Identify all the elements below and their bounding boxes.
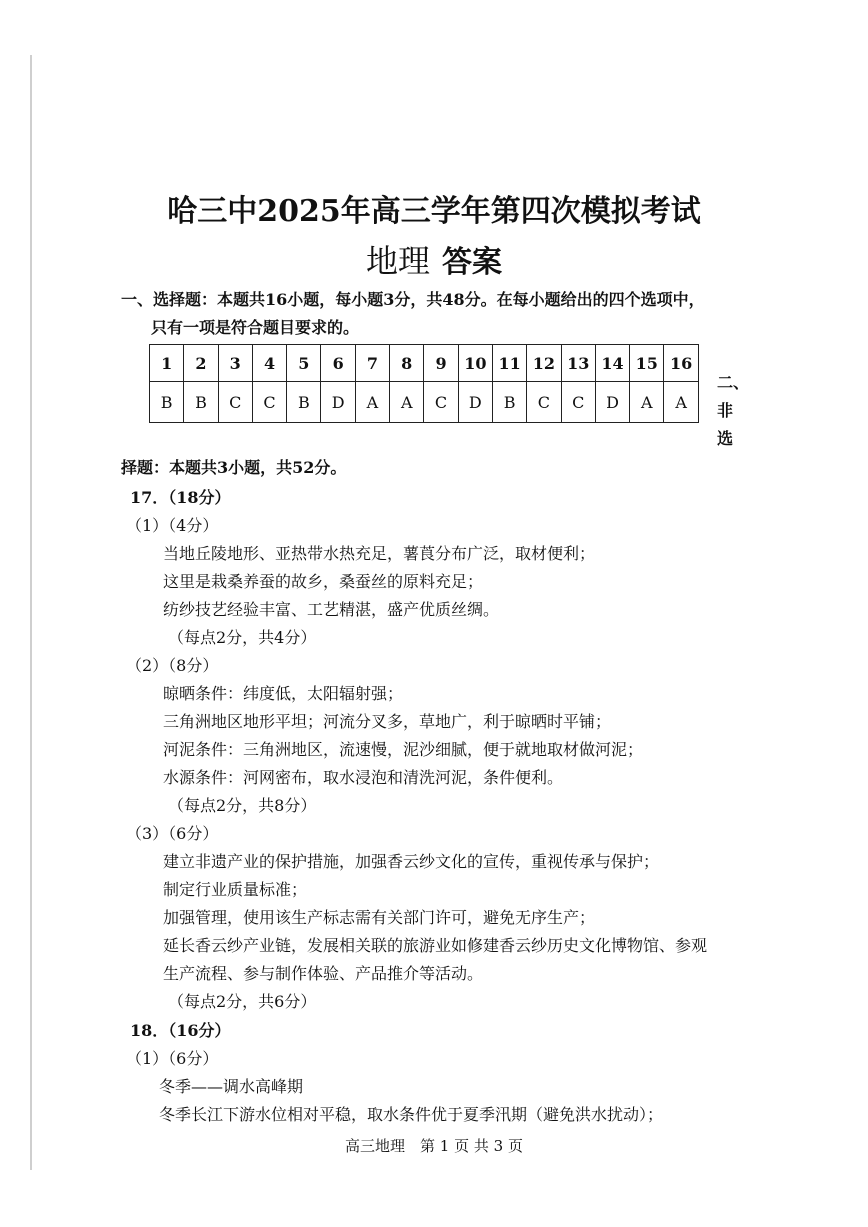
answer-cell: B <box>492 382 526 423</box>
question-number: 4 <box>252 345 286 382</box>
q17-part3-score: （每点2分，共6分） <box>168 992 317 1011</box>
answer-cell: C <box>218 382 252 423</box>
section2-side-3: 选 <box>717 429 734 448</box>
answer-cell: B <box>150 382 184 423</box>
q18-part1-label: （1）（6分） <box>126 1049 219 1068</box>
page-footer: 高三地理 第 1 页 共 3 页 <box>345 1137 523 1155</box>
section1-line2: 只有一项是符合题目要求的。 <box>151 318 360 337</box>
q17-part2-line: 河泥条件：三角洲地区，流速慢，泥沙细腻，便于就地取材做河泥； <box>163 740 644 759</box>
answer-cell: A <box>630 382 664 423</box>
q17-part3-line: 建立非遗产业的保护措施，加强香云纱文化的宣传，重视传承与保护； <box>163 852 660 871</box>
question-number: 2 <box>184 345 218 382</box>
q18-heading: 18．（16分） <box>130 1021 231 1040</box>
q17-part3-line: 生产流程、参与制作体验、产品推介等活动。 <box>163 964 484 983</box>
q17-part1-line: 当地丘陵地形、亚热带水热充足，薯莨分布广泛，取材便利； <box>163 544 596 563</box>
q17-part2-line: 晾晒条件：纬度低，太阳辐射强； <box>163 684 404 703</box>
answer-table-number-row <box>150 345 699 382</box>
question-number: 12 <box>527 345 561 382</box>
subject-name: 地理 <box>365 242 430 280</box>
answer-label: 答案 <box>442 245 502 280</box>
answer-cell: D <box>321 382 355 423</box>
answer-cell: A <box>355 382 389 423</box>
q17-part1-label: （1）（4分） <box>126 516 219 535</box>
question-number: 6 <box>321 345 355 382</box>
exam-title: 哈三中2025年高三学年第四次模拟考试 <box>167 194 701 229</box>
question-number: 3 <box>218 345 252 382</box>
answer-cell: C <box>252 382 286 423</box>
question-number: 10 <box>458 345 492 382</box>
section2-heading: 择题：本题共3小题，共52分。 <box>121 458 347 477</box>
q17-heading: 17．（18分） <box>130 488 231 507</box>
question-number: 9 <box>424 345 458 382</box>
q17-part3-line: 制定行业质量标准； <box>163 880 308 899</box>
section2-side-2: 非 <box>717 401 734 420</box>
subject-title <box>0 236 868 282</box>
q17-part3-label: （3）（6分） <box>126 824 219 843</box>
question-number: 8 <box>390 345 424 382</box>
question-number: 1 <box>150 345 184 382</box>
question-number: 5 <box>287 345 321 382</box>
question-number: 16 <box>664 345 698 382</box>
question-number: 7 <box>355 345 389 382</box>
answer-cell: D <box>458 382 492 423</box>
answer-table-answer-row <box>150 382 699 423</box>
answer-cell: C <box>424 382 458 423</box>
q17-part2-score: （每点2分，共8分） <box>168 796 317 815</box>
section1-line1: 一、选择题：本题共16小题，每小题3分，共48分。在每小题给出的四个选项中， <box>121 290 705 309</box>
section2-side-1: 二、 <box>717 373 750 392</box>
answer-cell: B <box>287 382 321 423</box>
answer-cell: A <box>664 382 698 423</box>
answer-cell: C <box>527 382 561 423</box>
q17-part3-line: 延长香云纱产业链，发展相关联的旅游业如修建香云纱历史文化博物馆、参观 <box>163 936 708 955</box>
answer-table <box>149 344 699 423</box>
question-number: 14 <box>595 345 629 382</box>
question-number: 11 <box>492 345 526 382</box>
answer-cell: A <box>390 382 424 423</box>
question-number: 13 <box>561 345 595 382</box>
answer-cell: C <box>561 382 595 423</box>
q17-part2-line: 三角洲地区地形平坦；河流分叉多，草地广，利于晾晒时平铺； <box>163 712 612 731</box>
q17-part1-line: 这里是栽桑养蚕的故乡，桑蚕丝的原料充足； <box>163 572 484 591</box>
answer-cell: B <box>184 382 218 423</box>
q17-part3-line: 加强管理，使用该生产标志需有关部门许可，避免无序生产； <box>163 908 596 927</box>
answer-cell: D <box>595 382 629 423</box>
q18-part1-line: 冬季长江下游水位相对平稳，取水条件优于夏季汛期（避免洪水扰动）； <box>159 1105 664 1124</box>
question-number: 15 <box>630 345 664 382</box>
q17-part2-label: （2）（8分） <box>126 656 219 675</box>
q17-part2-line: 水源条件：河网密布，取水浸泡和清洗河泥，条件便利。 <box>163 768 564 787</box>
q18-part1-line: 冬季——调水高峰期 <box>159 1077 304 1096</box>
q17-part1-line: 纺纱技艺经验丰富、工艺精湛，盛产优质丝绸。 <box>163 600 500 619</box>
q17-part1-score: （每点2分，共4分） <box>168 628 317 647</box>
